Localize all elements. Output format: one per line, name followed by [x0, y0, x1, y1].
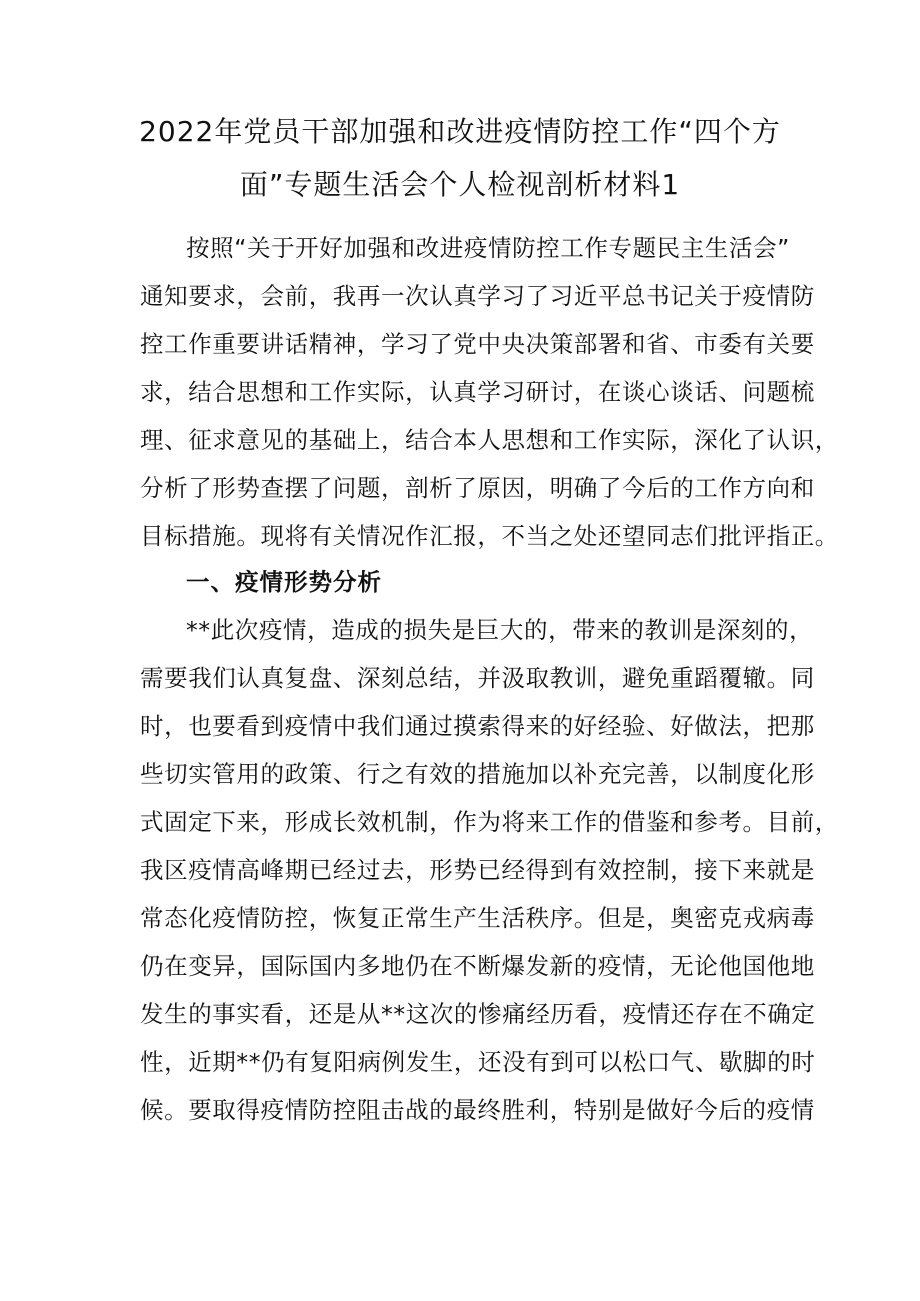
document-title-line-2: 面”专题生活会个人检视剖析材料1 — [239, 168, 681, 201]
document-title-line-1: 2022年党员干部加强和改进疫情防控工作“四个方 — [139, 115, 781, 148]
section1-line-1: **此次疫情，造成的损失是巨大的，带来的教训是深刻的， — [186, 616, 814, 644]
intro-line-7: 目标措施。现将有关情况作汇报，不当之处还望同志们批评指正。 — [140, 522, 839, 550]
section1-line-10: 性，近期**仍有复阳病例发生，还没有到可以松口气、歇脚的时 — [140, 1048, 816, 1076]
section1-line-4: 些切实管用的政策、行之有效的措施加以补充完善，以制度化形 — [140, 760, 815, 788]
section1-line-9: 发生的事实看，还是从**这次的惨痛经历看，疫情还存在不确定 — [140, 1000, 816, 1028]
section1-line-11: 候。要取得疫情防控阻击战的最终胜利，特别是做好今后的疫情 — [140, 1096, 815, 1124]
intro-line-4: 求，结合思想和工作实际，认真学习研讨，在谈心谈话、问题梳 — [140, 378, 815, 406]
section1-line-2: 需要我们认真复盘、深刻总结，并汲取教训，避免重蹈覆辙。同 — [140, 664, 815, 692]
intro-line-5: 理、征求意见的基础上，结合本人思想和工作实际，深化了认识， — [140, 426, 839, 454]
intro-line-2: 通知要求，会前，我再一次认真学习了习近平总书记关于疫情防 — [140, 282, 815, 310]
section1-line-8: 仍在变异，国际国内多地仍在不断爆发新的疫情，无论他国他地 — [140, 952, 815, 980]
section1-line-7: 常态化疫情防控，恢复正常生产生活秩序。但是，奥密克戎病毒 — [140, 904, 815, 932]
section-heading-1: 一、疫情形势分析 — [186, 568, 382, 596]
section1-line-5: 式固定下来，形成长效机制，作为将来工作的借鉴和参考。目前， — [140, 808, 839, 836]
intro-line-3: 控工作重要讲话精神，学习了党中央决策部署和省、市委有关要 — [140, 330, 815, 358]
intro-line-6: 分析了形势查摆了问题，剖析了原因，明确了今后的工作方向和 — [140, 474, 815, 502]
section1-line-6: 我区疫情高峰期已经过去，形势已经得到有效控制，接下来就是 — [140, 856, 815, 884]
section1-line-3: 时，也要看到疫情中我们通过摸索得来的好经验、好做法，把那 — [140, 712, 815, 740]
intro-line-1: 按照“关于开好加强和改进疫情防控工作专题民主生活会” — [186, 234, 790, 262]
